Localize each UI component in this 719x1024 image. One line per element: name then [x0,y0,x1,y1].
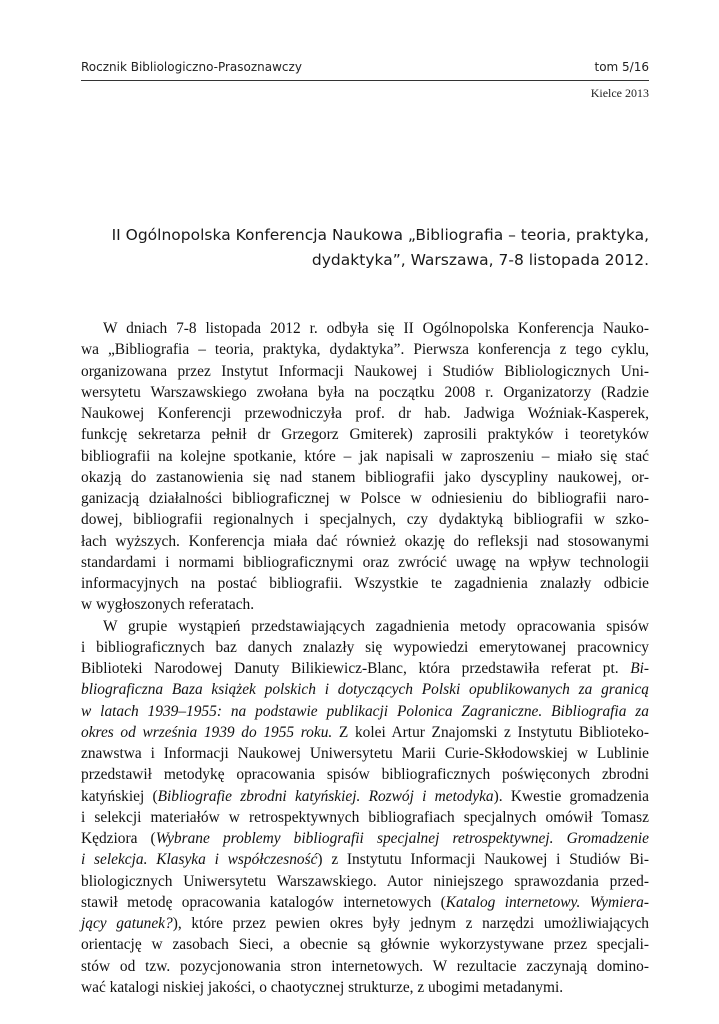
italic-title-line: w latach 1939–1955: na podstawie publikacji Polonica Zagraniczne. Bibliografia za [81,702,649,720]
text-run: ), które przez pewien okres były jednym z narzędzi umożliwiających [172,915,649,932]
text-line: i selekcji materiałów w retrospektywnych bibliografiach specjalnych omówił Tomasz [81,808,649,826]
title-line-2: dydaktyka”, Warszawa, 7-8 listopada 2012. [311,251,649,269]
italic-title-line: bliograficzna Baza książek polskich i dotyczących Polski opublikowanych za granicą [81,681,649,699]
text-line: Naukowej Konferencji przewodniczyła prof. dr hab. Jadwiga Woźniak-Kasperek, [81,405,649,422]
italic-title: okres od września 1939 do 1955 roku. [81,723,333,741]
journal-title: Rocznik Bibliologiczno-Prasoznawczy [81,60,302,74]
text-run: ) z Instytutu Informacji Naukowej i Studiów Bi- [317,851,649,869]
text-line: łach wyższych. Konferencja miała dać również okazję do refleksji nad stosowanymi [81,532,649,550]
text-line [81,849,649,870]
text-line [81,786,649,807]
text-line: standardami i normami bibliograficznymi oraz zwrócić uwagę na wpływ technologii [81,553,649,571]
text-line: bliologicznych Uniwersytetu Warszawskiego. Autor niniejszego sprawozdania przed- [81,872,649,890]
italic-title: i selekcja. Klasyka i współczesność [81,851,318,869]
text-line: W grupie wystąpień przedstawiających zagadnienia metody opracowania spisów [103,617,649,635]
header-rule [81,80,649,81]
running-header [81,60,649,78]
text-line: wersytetu Warszawskiego zwołana była na początku 2008 r. Organizatorzy (Radzie [81,383,649,401]
text-run: ). Kwestie gromadzenia [493,787,649,805]
title-line-1: II Ogólnopolska Konferencja Naukowa „Bibliografia – teoria, praktyka, [111,226,649,244]
text-line: wa „Bibliografia – teoria, praktyka, dydaktyka”. Pierwsza konferencja z tego cyklu, [81,341,649,359]
text-line: informacyjnych na postać bibliografii. Wszystkie te zagadnienia znalazły odbicie [81,575,649,592]
text-run: stawił metodę opracowania katalogów internetowych ( [81,893,446,911]
text-line: w wygłoszonych referatach. [81,596,255,614]
text-line: znawstwa i Informacji Naukowej Uniwersytetu Marii Curie-Skłodowskiej w Lublinie [81,745,649,762]
paragraph-1 [81,318,649,616]
text-line: orientację w zasobach Sieci, a obecnie są głównie wykorzystywane przez specjali- [81,936,649,954]
place-year: Kielce 2013 [590,86,649,100]
italic-title: Bi- [630,660,649,677]
text-line: okazją do zastanowienia się nad stanem bibliografii jako dyscypliny naukowej, or- [81,468,649,486]
italic-title: Katalog internetowy. Wymiera- [445,893,649,911]
text-line [81,828,649,849]
article-title [81,223,649,273]
text-run: Z kolei Artur Znajomski z Instytutu Biblioteko- [332,723,649,741]
volume-number: tom 5/16 [594,60,649,74]
text-line [81,892,649,913]
text-line [81,913,649,934]
text-line: i bibliograficznych baz danych znalazły się wypowiedzi emerytowanej pracownicy [81,638,649,656]
text-line: funkcję sekretarza pełnił dr Grzegorz Gmiterek) zaprosili praktyków i teoretyków [81,426,649,444]
italic-title: Bibliografie zbrodni katyńskiej. Rozwój i metodyka [157,787,494,805]
paragraph-2 [81,616,649,999]
text-line: ganizacją działalności bibliograficznej w Polsce w odniesieniu do bibliografii naro- [81,490,649,507]
article-body [81,318,649,998]
text-line [81,722,649,743]
text-line: przedstawił metodykę opracowania spisów bibliograficznych poświęconych zbrodni [81,766,649,784]
text-line [81,658,649,679]
text-line: bibliografii na kolejne spotkanie, które – jak napisali w zaproszeniu – miało się stać [81,447,649,465]
text-line: dowej, bibliografii regionalnych i specjalnych, czy dydaktyką bibliografii w szko- [81,511,649,529]
text-line: organizowana przez Instytut Informacji Naukowej i Studiów Bibliologicznych Uni- [81,362,649,380]
text-run: Kędziora ( [81,830,156,847]
text-run: Biblioteki Narodowej Danuty Bilikiewicz-Blanc, która przedstawiła referat pt. [81,660,631,677]
italic-title: Wybrane problemy bibliografii specjalnej retrospektywnej. Gromadzenie [155,830,650,847]
text-line: stów od tzw. pozycjonowania stron internetowych. W rezultacie zaczynają domino- [81,957,649,975]
text-run: katyńskiej ( [81,787,158,805]
text-line: wać katalogi niskiej jakości, o chaotycznej strukturze, z ubogimi metadanymi. [81,978,564,996]
text-line: W dniach 7-8 listopada 2012 r. odbyła się II Ogólnopolska Konferencja Nauko- [103,320,649,337]
italic-title: jący gatunek? [81,915,173,932]
